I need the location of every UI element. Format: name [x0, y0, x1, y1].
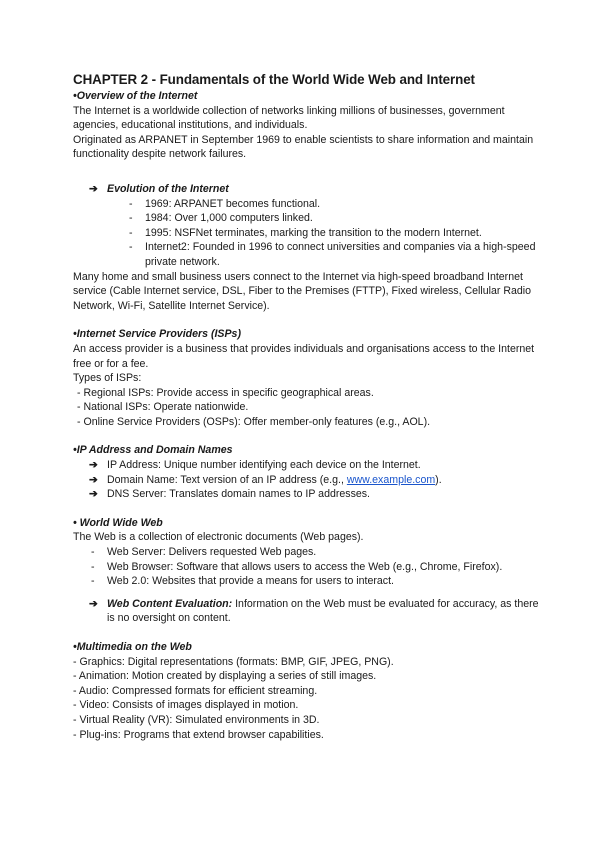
- example-link[interactable]: www.example.com: [346, 473, 436, 486]
- overview-paragraph-1: The Internet is a worldwide collection of networks linking millions of businesses, government agencies, educational institutions, and individuals.: [73, 104, 505, 132]
- arrow-icon: ➔: [89, 597, 98, 610]
- arrow-icon: ➔: [89, 459, 98, 472]
- page-title: CHAPTER 2 - Fundamentals of the World Wide Web and Internet: [73, 72, 475, 87]
- list-item: - Online Service Providers (OSPs): Offer member-only features (e.g., AOL).: [77, 415, 431, 428]
- ip-heading: •IP Address and Domain Names: [73, 444, 233, 457]
- evolution-list: [129, 197, 543, 270]
- isp-heading: •Internet Service Providers (ISPs): [73, 328, 241, 341]
- domain-text-post: ).: [435, 473, 442, 486]
- list-item: - Plug-ins: Programs that extend browser capabilities.: [73, 728, 324, 741]
- list-item-text: IP Address: Unique number identifying each device on the Internet.: [107, 459, 421, 472]
- web-content-evaluation: [89, 597, 543, 626]
- www-list: [91, 545, 543, 589]
- list-item-text: 1984: Over 1,000 computers linked.: [145, 212, 313, 225]
- list-item-text: Web Browser: Software that allows users to access the Web (e.g., Chrome, Firefox).: [107, 560, 503, 573]
- list-item: - Virtual Reality (VR): Simulated environments in 3D.: [73, 713, 320, 726]
- eval-label: Web Content Evaluation:: [107, 597, 233, 610]
- list-item: [129, 226, 543, 241]
- list-item: [89, 487, 543, 502]
- list-item: [91, 545, 543, 560]
- list-item: [129, 240, 543, 269]
- eval-text: Information on the Web must be evaluated for accuracy, as there is no oversight on content.: [107, 597, 539, 625]
- overview-heading: •Overview of the Internet: [73, 90, 198, 102]
- list-item-text: Internet2: Founded in 1996 to connect universities and companies via a high-speed private network.: [145, 241, 536, 268]
- list-item-text: Web Server: Delivers requested Web pages.: [107, 546, 317, 559]
- list-item: [129, 211, 543, 226]
- arrow-icon: ➔: [89, 488, 98, 501]
- www-heading: • World Wide Web: [73, 516, 163, 529]
- list-item-text: 1969: ARPANET becomes functional.: [145, 197, 321, 210]
- broadband-paragraph: Many home and small business users connect to the Internet via high-speed broadband Internet service (Cable Internet service, DSL, Fiber to the Premises (FTTP), Fixed wireless, Cellular Radio Network, Wi-Fi, Satellite Internet Service).: [73, 270, 532, 312]
- isp-types-list: [73, 386, 543, 430]
- list-item-text: 1995: NSFNet terminates, marking the transition to the modern Internet.: [145, 226, 482, 239]
- list-item-text: [107, 597, 543, 626]
- list-item: - Animation: Motion created by displaying a series of still images.: [73, 670, 377, 683]
- list-item: [89, 458, 543, 473]
- list-item: [89, 597, 543, 626]
- evolution-heading-line: [89, 182, 543, 197]
- isp-types-label: Types of ISPs:: [73, 372, 142, 385]
- dash-marker: -: [129, 197, 133, 210]
- list-item: - Regional ISPs: Provide access in specific geographical areas.: [77, 386, 374, 399]
- overview-paragraph-2: Originated as ARPANET in September 1969 to enable scientists to share information and maintain functionality despite network failures.: [73, 133, 534, 161]
- arrow-icon: ➔: [89, 182, 98, 195]
- list-item: [129, 197, 543, 212]
- list-item: [91, 574, 543, 589]
- list-item: - Video: Consists of images displayed in motion.: [73, 699, 299, 712]
- arrow-icon: ➔: [89, 473, 98, 486]
- dash-marker: -: [91, 560, 95, 573]
- list-item: - Audio: Compressed formats for efficient streaming.: [73, 684, 318, 697]
- list-item: [89, 473, 543, 488]
- multimedia-list: [73, 655, 543, 743]
- ip-list: [89, 458, 543, 502]
- evolution-heading: Evolution of the Internet: [107, 182, 229, 195]
- list-item-text: DNS Server: Translates domain names to IP addresses.: [107, 488, 371, 501]
- list-item: - Graphics: Digital representations (formats: BMP, GIF, JPEG, PNG).: [73, 655, 394, 668]
- dash-marker: -: [129, 226, 133, 239]
- list-item: [91, 560, 543, 575]
- dash-marker: -: [91, 575, 95, 588]
- list-item-text: Web 2.0: Websites that provide a means for users to interact.: [107, 575, 394, 588]
- document-page: [73, 71, 543, 742]
- list-item-text: [107, 473, 442, 488]
- www-paragraph: The Web is a collection of electronic documents (Web pages).: [73, 531, 364, 544]
- multimedia-heading: •Multimedia on the Web: [73, 641, 192, 653]
- dash-marker: -: [129, 212, 133, 225]
- isp-paragraph: An access provider is a business that provides individuals and organisations access to the Internet free or for a fee.: [73, 342, 535, 370]
- list-item: - National ISPs: Operate nationwide.: [77, 401, 249, 414]
- domain-text-pre: Domain Name: Text version of an IP address (e.g.,: [107, 473, 347, 486]
- dash-marker: -: [91, 546, 95, 559]
- dash-marker: -: [129, 241, 133, 254]
